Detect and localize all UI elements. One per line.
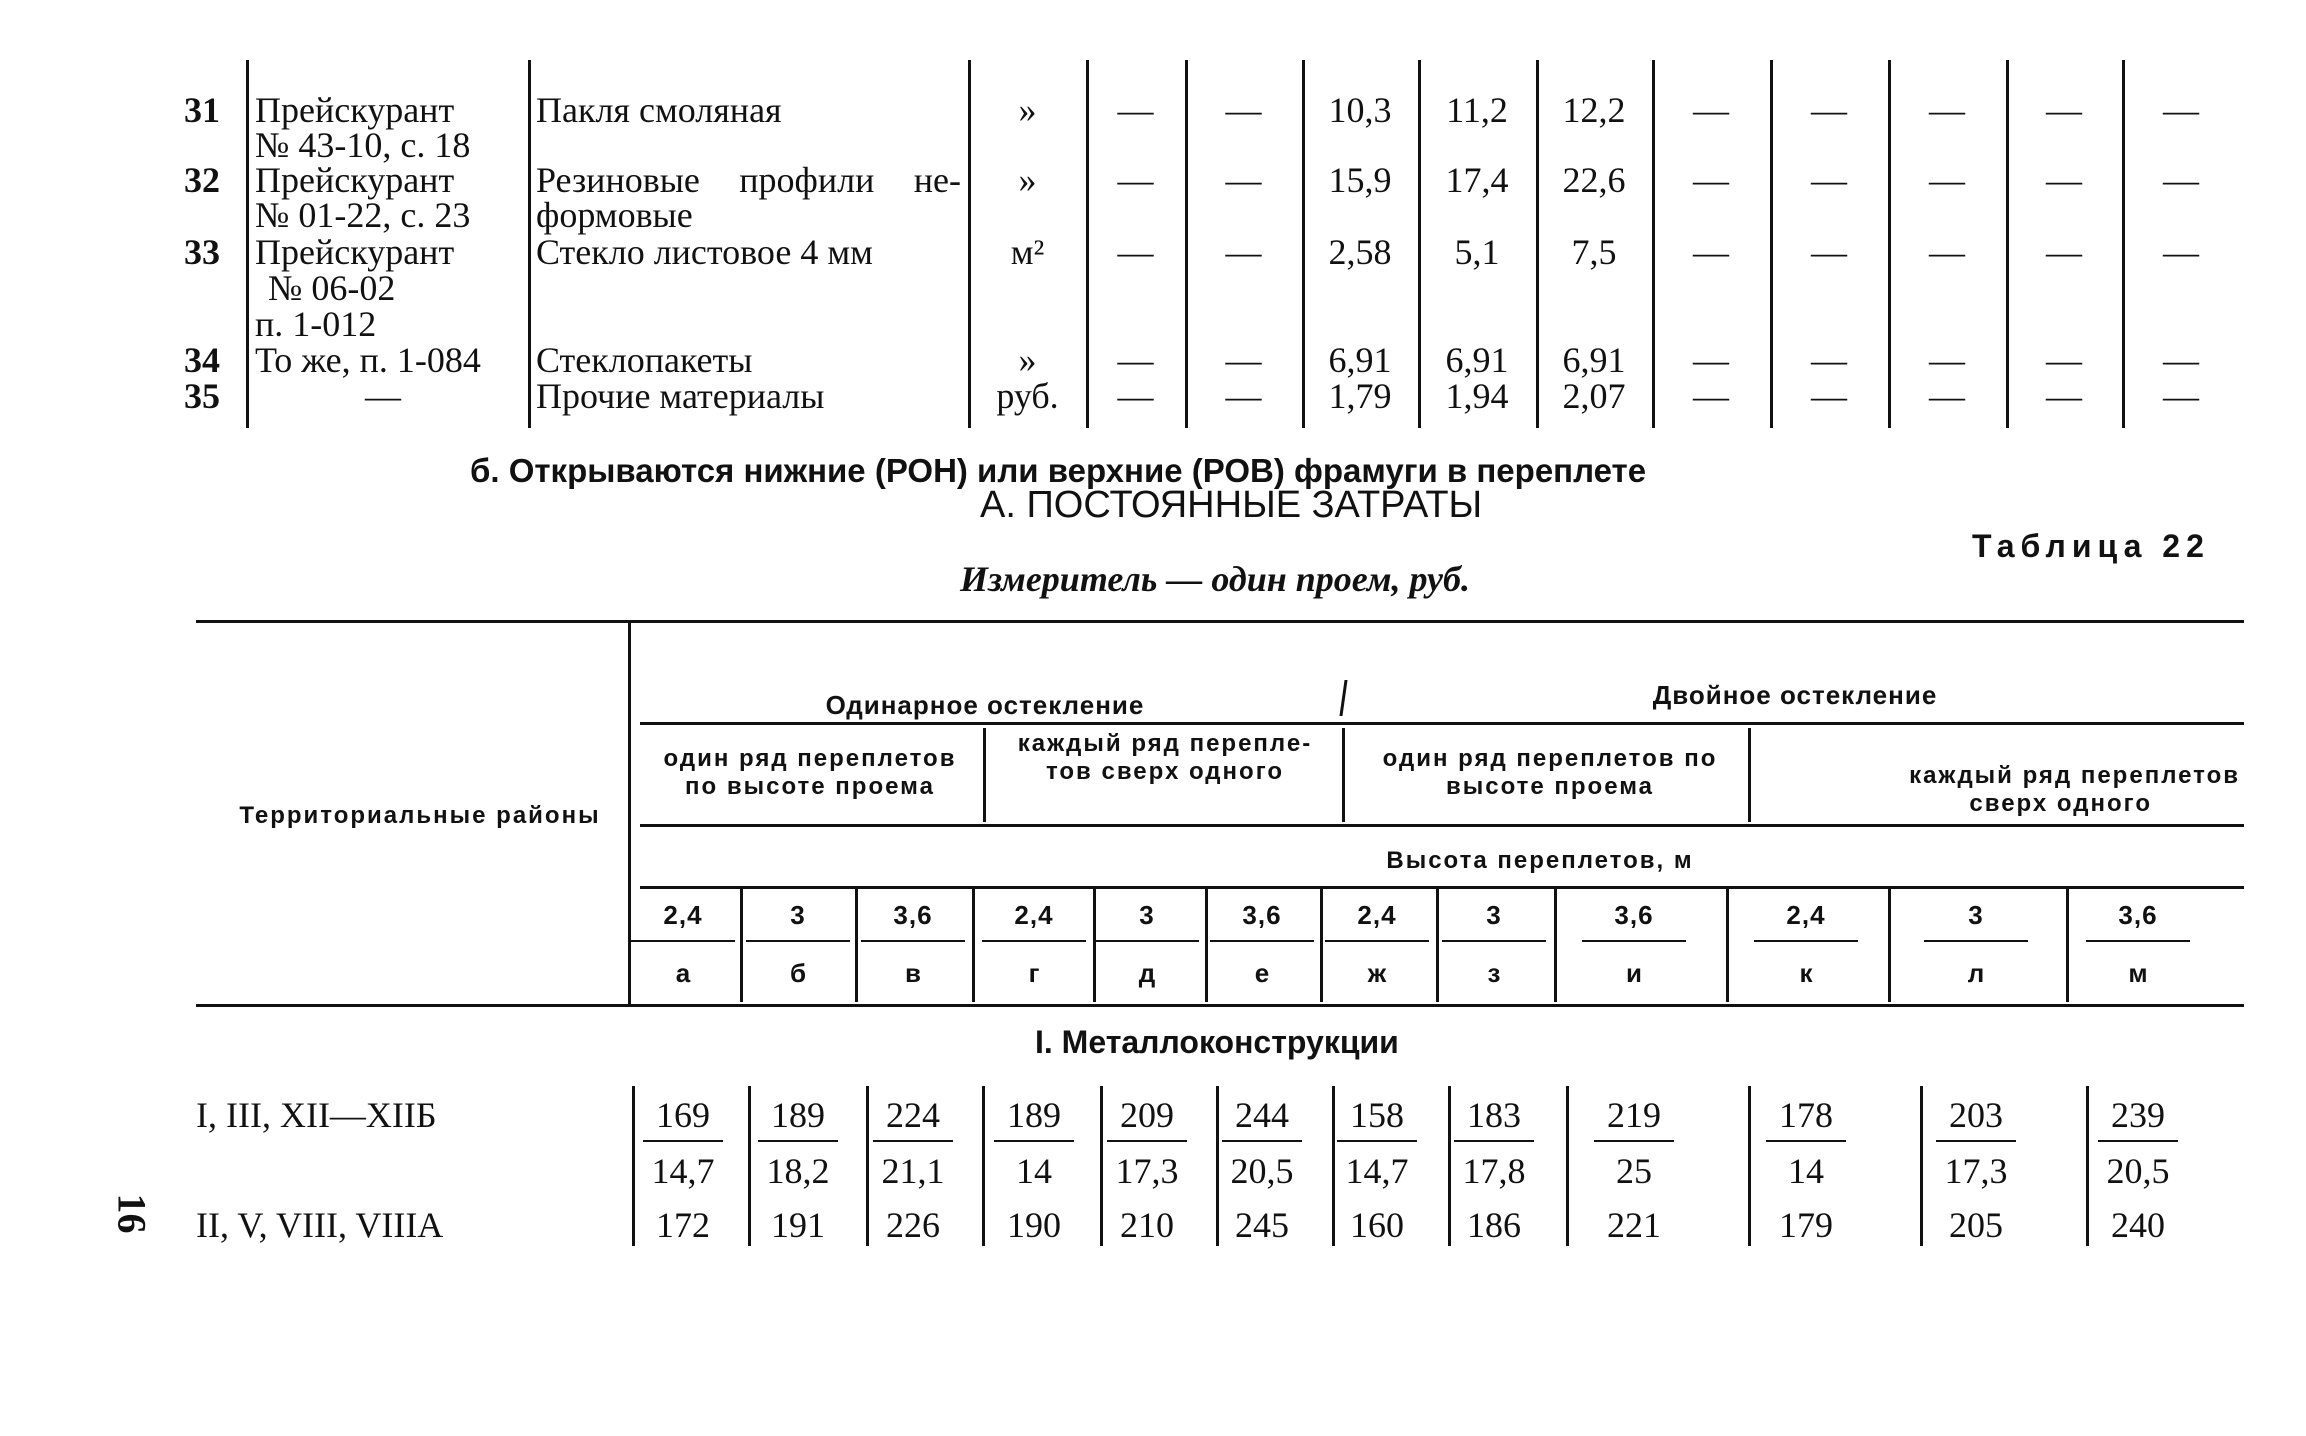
value-cell: — xyxy=(1225,376,1262,416)
fraction-rule xyxy=(994,1140,1074,1142)
value-cell: 14,7 xyxy=(651,1151,715,1191)
col-divider xyxy=(748,1086,751,1246)
value-cell: 17,3 xyxy=(1944,1151,2008,1191)
fraction-rule xyxy=(2086,940,2190,942)
col-divider xyxy=(1093,888,1096,1002)
value-cell: 210 xyxy=(1120,1205,1174,1245)
value-cell: — xyxy=(1929,232,1965,272)
value-cell: — xyxy=(1117,232,1154,272)
col-divider xyxy=(1302,60,1305,428)
value-cell: — xyxy=(1225,160,1262,200)
col-divider xyxy=(628,622,631,1004)
header-line: по высоте проема xyxy=(685,773,935,800)
source-cell: Прейскурант xyxy=(255,232,455,272)
value-cell: — xyxy=(2163,232,2199,272)
value-cell: — xyxy=(2046,340,2082,380)
value-cell: 21,1 xyxy=(881,1151,945,1191)
unit-cell: » xyxy=(1018,160,1037,200)
letter-cell: г xyxy=(1028,958,1040,988)
col-divider xyxy=(1342,728,1345,822)
value-cell: — xyxy=(1117,160,1154,200)
source-cell: п. 1-012 xyxy=(255,304,377,344)
col-divider xyxy=(1536,60,1539,428)
letter-cell: ж xyxy=(1367,958,1387,988)
value-cell: — xyxy=(2163,160,2199,200)
fraction-rule xyxy=(1454,1140,1534,1142)
source-cell: То же, п. 1-084 xyxy=(255,340,481,380)
rule xyxy=(640,886,2244,889)
letter-cell: в xyxy=(905,958,921,988)
col-divider xyxy=(855,888,858,1002)
value-cell: 226 xyxy=(886,1205,940,1245)
material-name: Резиновые профили не- xyxy=(536,160,961,200)
header-line: каждый ряд переплетов xyxy=(1909,762,2240,789)
value-cell: 14 xyxy=(1788,1151,1824,1191)
value-cell: 191 xyxy=(771,1205,825,1245)
letter-cell: л xyxy=(1967,958,1985,988)
row-number: 33 xyxy=(184,232,220,272)
rule xyxy=(196,620,2244,623)
col-divider xyxy=(1216,1086,1219,1246)
value-cell: 1,79 xyxy=(1328,376,1392,416)
fraction-rule xyxy=(1936,1140,2016,1142)
value-cell: 6,91 xyxy=(1328,340,1392,380)
value-cell: — xyxy=(1811,90,1847,130)
value-cell: 20,5 xyxy=(2106,1151,2170,1191)
col-divider xyxy=(2006,60,2009,428)
unit-cell: » xyxy=(1018,340,1037,380)
col-divider xyxy=(2086,1086,2089,1246)
value-cell: 239 xyxy=(2111,1095,2165,1135)
value-cell: 244 xyxy=(1235,1095,1289,1135)
value-cell: — xyxy=(2046,160,2082,200)
fraction-rule xyxy=(643,1140,723,1142)
page-number: 16 xyxy=(109,1193,155,1234)
height-cell: 3 xyxy=(1486,900,1502,930)
material-name: Прочие материалы xyxy=(536,376,825,416)
height-cell: 3 xyxy=(1139,900,1155,930)
source-cell: № 01-22, с. 23 xyxy=(255,195,471,235)
height-cell: 3,6 xyxy=(893,900,933,930)
header-line: высоте проема xyxy=(1445,773,1655,800)
value-cell: — xyxy=(1811,160,1847,200)
value-cell: — xyxy=(1693,376,1729,416)
letter-cell: а xyxy=(675,958,691,988)
col-divider xyxy=(983,728,986,822)
double-glazing-header: Двойное остекление xyxy=(1652,680,1938,710)
col-divider xyxy=(1888,888,1891,1002)
fraction-rule xyxy=(1107,1140,1187,1142)
single-one-row-header xyxy=(640,745,980,801)
col-divider xyxy=(1436,888,1439,1002)
value-cell: — xyxy=(2163,90,2199,130)
single-glazing-header: Одинарное остекление xyxy=(825,690,1145,720)
height-cell: 2,4 xyxy=(1014,900,1054,930)
col-divider xyxy=(1185,60,1188,428)
col-divider xyxy=(2066,888,2069,1002)
value-cell: 15,9 xyxy=(1328,160,1392,200)
value-cell: 6,91 xyxy=(1445,340,1509,380)
region-name: II, V, VIII, VIIIА xyxy=(196,1205,444,1245)
letter-cell: и xyxy=(1626,958,1642,988)
row-number: 35 xyxy=(184,376,220,416)
header-line: каждый ряд перепле- xyxy=(1017,730,1313,757)
value-cell: 205 xyxy=(1949,1205,2003,1245)
source-cell: № 06-02 xyxy=(268,268,396,308)
value-cell: 189 xyxy=(771,1095,825,1135)
value-cell: — xyxy=(1811,232,1847,272)
letter-cell: з xyxy=(1487,958,1501,988)
section-a-title: А. ПОСТОЯННЫЕ ЗАТРАТЫ xyxy=(980,484,1483,526)
value-cell: 10,3 xyxy=(1328,90,1392,130)
fraction-rule xyxy=(1594,1140,1674,1142)
letter-cell: д xyxy=(1138,958,1156,988)
fraction-rule xyxy=(1210,940,1314,942)
value-cell: 14 xyxy=(1016,1151,1052,1191)
value-cell: 178 xyxy=(1779,1095,1833,1135)
section-1-title: I. Металлоконструкции xyxy=(1035,1024,1399,1060)
value-cell: 203 xyxy=(1949,1095,2003,1135)
value-cell: 224 xyxy=(886,1095,940,1135)
region-name: I, III, XII—XIIБ xyxy=(196,1095,437,1135)
value-cell: — xyxy=(1693,160,1729,200)
height-cell: 3 xyxy=(1968,900,1984,930)
fraction-rule xyxy=(1325,940,1429,942)
height-cell: 2,4 xyxy=(1357,900,1397,930)
value-cell: 179 xyxy=(1779,1205,1833,1245)
value-cell: 183 xyxy=(1467,1095,1521,1135)
value-cell: 2,58 xyxy=(1328,232,1392,272)
regions-header: Территориальные районы xyxy=(239,802,601,829)
fraction-rule xyxy=(758,1140,838,1142)
value-cell: — xyxy=(1929,90,1965,130)
value-cell: 22,6 xyxy=(1562,160,1626,200)
height-cell: 3,6 xyxy=(1242,900,1282,930)
value-cell: — xyxy=(2163,340,2199,380)
source-cell: — xyxy=(365,376,401,416)
col-divider xyxy=(1086,60,1089,428)
fraction-rule xyxy=(873,1140,953,1142)
fraction-rule xyxy=(1337,1140,1417,1142)
source-cell: Прейскурант xyxy=(255,90,455,130)
letter-cell: м xyxy=(2128,958,2148,988)
col-divider xyxy=(1888,60,1891,428)
col-divider xyxy=(1205,888,1208,1002)
height-cell: 3,6 xyxy=(1614,900,1654,930)
value-cell: 1,94 xyxy=(1445,376,1509,416)
rule xyxy=(196,1004,2244,1007)
material-name: Стекло листовое 4 мм xyxy=(536,232,873,272)
col-divider xyxy=(1566,1086,1569,1246)
unit-cell: м² xyxy=(1010,232,1045,272)
fraction-rule xyxy=(1582,940,1686,942)
fraction-rule xyxy=(631,940,735,942)
col-divider xyxy=(528,60,531,428)
value-cell: — xyxy=(1117,340,1154,380)
col-divider xyxy=(968,60,971,428)
col-divider xyxy=(246,60,249,428)
rule xyxy=(640,824,2244,827)
col-divider xyxy=(1920,1086,1923,1246)
fraction-rule xyxy=(1442,940,1546,942)
fraction-rule xyxy=(2098,1140,2178,1142)
col-divider xyxy=(866,1086,869,1246)
fraction-rule xyxy=(1766,1140,1846,1142)
value-cell: 221 xyxy=(1607,1205,1661,1245)
value-cell: — xyxy=(2046,376,2082,416)
unit-cell: руб. xyxy=(996,376,1059,416)
value-cell: — xyxy=(1693,340,1729,380)
fraction-rule xyxy=(861,940,965,942)
col-divider xyxy=(2122,60,2125,428)
value-cell: 189 xyxy=(1007,1095,1061,1135)
value-cell: — xyxy=(2046,232,2082,272)
col-divider xyxy=(1332,1086,1335,1246)
fraction-rule xyxy=(746,940,850,942)
value-cell: 169 xyxy=(656,1095,710,1135)
value-cell: 20,5 xyxy=(1230,1151,1294,1191)
row-number: 32 xyxy=(184,160,220,200)
value-cell: 14,7 xyxy=(1345,1151,1409,1191)
col-divider xyxy=(1748,1086,1751,1246)
value-cell: 18,2 xyxy=(766,1151,830,1191)
double-each-row-header xyxy=(1760,762,2240,818)
col-divider xyxy=(1100,1086,1103,1246)
fraction-rule xyxy=(1095,940,1199,942)
fraction-rule xyxy=(982,940,1086,942)
header-line: один ряд переплетов xyxy=(663,745,957,772)
value-cell: — xyxy=(1811,376,1847,416)
value-cell: 172 xyxy=(656,1205,710,1245)
value-cell: — xyxy=(1225,232,1262,272)
value-cell: 2,07 xyxy=(1562,376,1626,416)
fraction-rule xyxy=(1924,940,2028,942)
value-cell: 17,8 xyxy=(1462,1151,1526,1191)
header-line: один ряд переплетов по xyxy=(1382,745,1718,772)
col-divider xyxy=(1418,60,1421,428)
value-cell: 12,2 xyxy=(1562,90,1626,130)
letter-cell: б xyxy=(789,958,807,988)
value-cell: — xyxy=(1225,90,1262,130)
value-cell: 240 xyxy=(2111,1205,2165,1245)
col-divider xyxy=(740,888,743,1002)
value-cell: 209 xyxy=(1120,1095,1174,1135)
single-each-row-header xyxy=(990,730,1340,786)
section-b-title: б. Открываются нижние (РОН) или верхние (РОВ) фрамуги в переплете xyxy=(470,452,1647,489)
row-number: 31 xyxy=(184,90,220,130)
col-divider xyxy=(982,1086,985,1246)
value-cell: — xyxy=(1929,340,1965,380)
value-cell: — xyxy=(1693,232,1729,272)
value-cell: — xyxy=(1693,90,1729,130)
material-name: Стеклопакеты xyxy=(536,340,753,380)
source-cell: Прейскурант xyxy=(255,160,455,200)
source-cell: № 43-10, с. 18 xyxy=(255,125,471,165)
value-cell: 219 xyxy=(1607,1095,1661,1135)
col-divider xyxy=(1320,888,1323,1002)
col-divider xyxy=(1652,60,1655,428)
value-cell: 186 xyxy=(1467,1205,1521,1245)
col-divider xyxy=(1448,1086,1451,1246)
value-cell: 7,5 xyxy=(1571,232,1617,272)
letter-cell: е xyxy=(1254,958,1270,988)
value-cell: 5,1 xyxy=(1454,232,1500,272)
col-divider xyxy=(1770,60,1773,428)
value-cell: — xyxy=(2163,376,2199,416)
value-cell: — xyxy=(1225,340,1262,380)
header-line: тов сверх одного xyxy=(1045,758,1285,785)
col-divider xyxy=(632,1086,635,1246)
meter-caption: Измеритель — один проем, руб. xyxy=(960,559,1470,599)
unit-cell: » xyxy=(1018,90,1037,130)
col-divider xyxy=(1554,888,1557,1002)
value-cell: 190 xyxy=(1007,1205,1061,1245)
value-cell: — xyxy=(1929,376,1965,416)
value-cell: — xyxy=(1117,376,1154,416)
value-cell: 160 xyxy=(1350,1205,1404,1245)
col-divider xyxy=(972,888,975,1002)
value-cell: — xyxy=(1929,160,1965,200)
value-cell: 17,3 xyxy=(1115,1151,1179,1191)
height-header: Высота переплетов, м xyxy=(1386,847,1694,874)
col-divider xyxy=(1748,728,1751,822)
value-cell: 17,4 xyxy=(1445,160,1509,200)
value-cell: — xyxy=(1811,340,1847,380)
value-cell: 245 xyxy=(1235,1205,1289,1245)
header-line: сверх одного xyxy=(1969,790,2152,817)
height-cell: 2,4 xyxy=(1786,900,1826,930)
letter-cell: к xyxy=(1799,958,1813,988)
double-one-row-header xyxy=(1350,745,1750,801)
value-cell: 25 xyxy=(1616,1151,1652,1191)
rule xyxy=(640,722,2244,725)
fraction-rule xyxy=(1754,940,1858,942)
height-cell: 3,6 xyxy=(2118,900,2158,930)
material-name: формовые xyxy=(536,195,693,235)
value-cell: — xyxy=(2046,90,2082,130)
material-name: Пакля смоляная xyxy=(536,90,782,130)
height-cell: 2,4 xyxy=(663,900,703,930)
value-cell: 11,2 xyxy=(1446,90,1508,130)
row-number: 34 xyxy=(184,340,220,380)
col-divider xyxy=(1726,888,1729,1002)
height-cell: 3 xyxy=(790,900,806,930)
fraction-rule xyxy=(1222,1140,1302,1142)
value-cell: 158 xyxy=(1350,1095,1404,1135)
table-label: Таблица 22 xyxy=(1972,528,2210,564)
value-cell: — xyxy=(1117,90,1154,130)
value-cell: 6,91 xyxy=(1562,340,1626,380)
